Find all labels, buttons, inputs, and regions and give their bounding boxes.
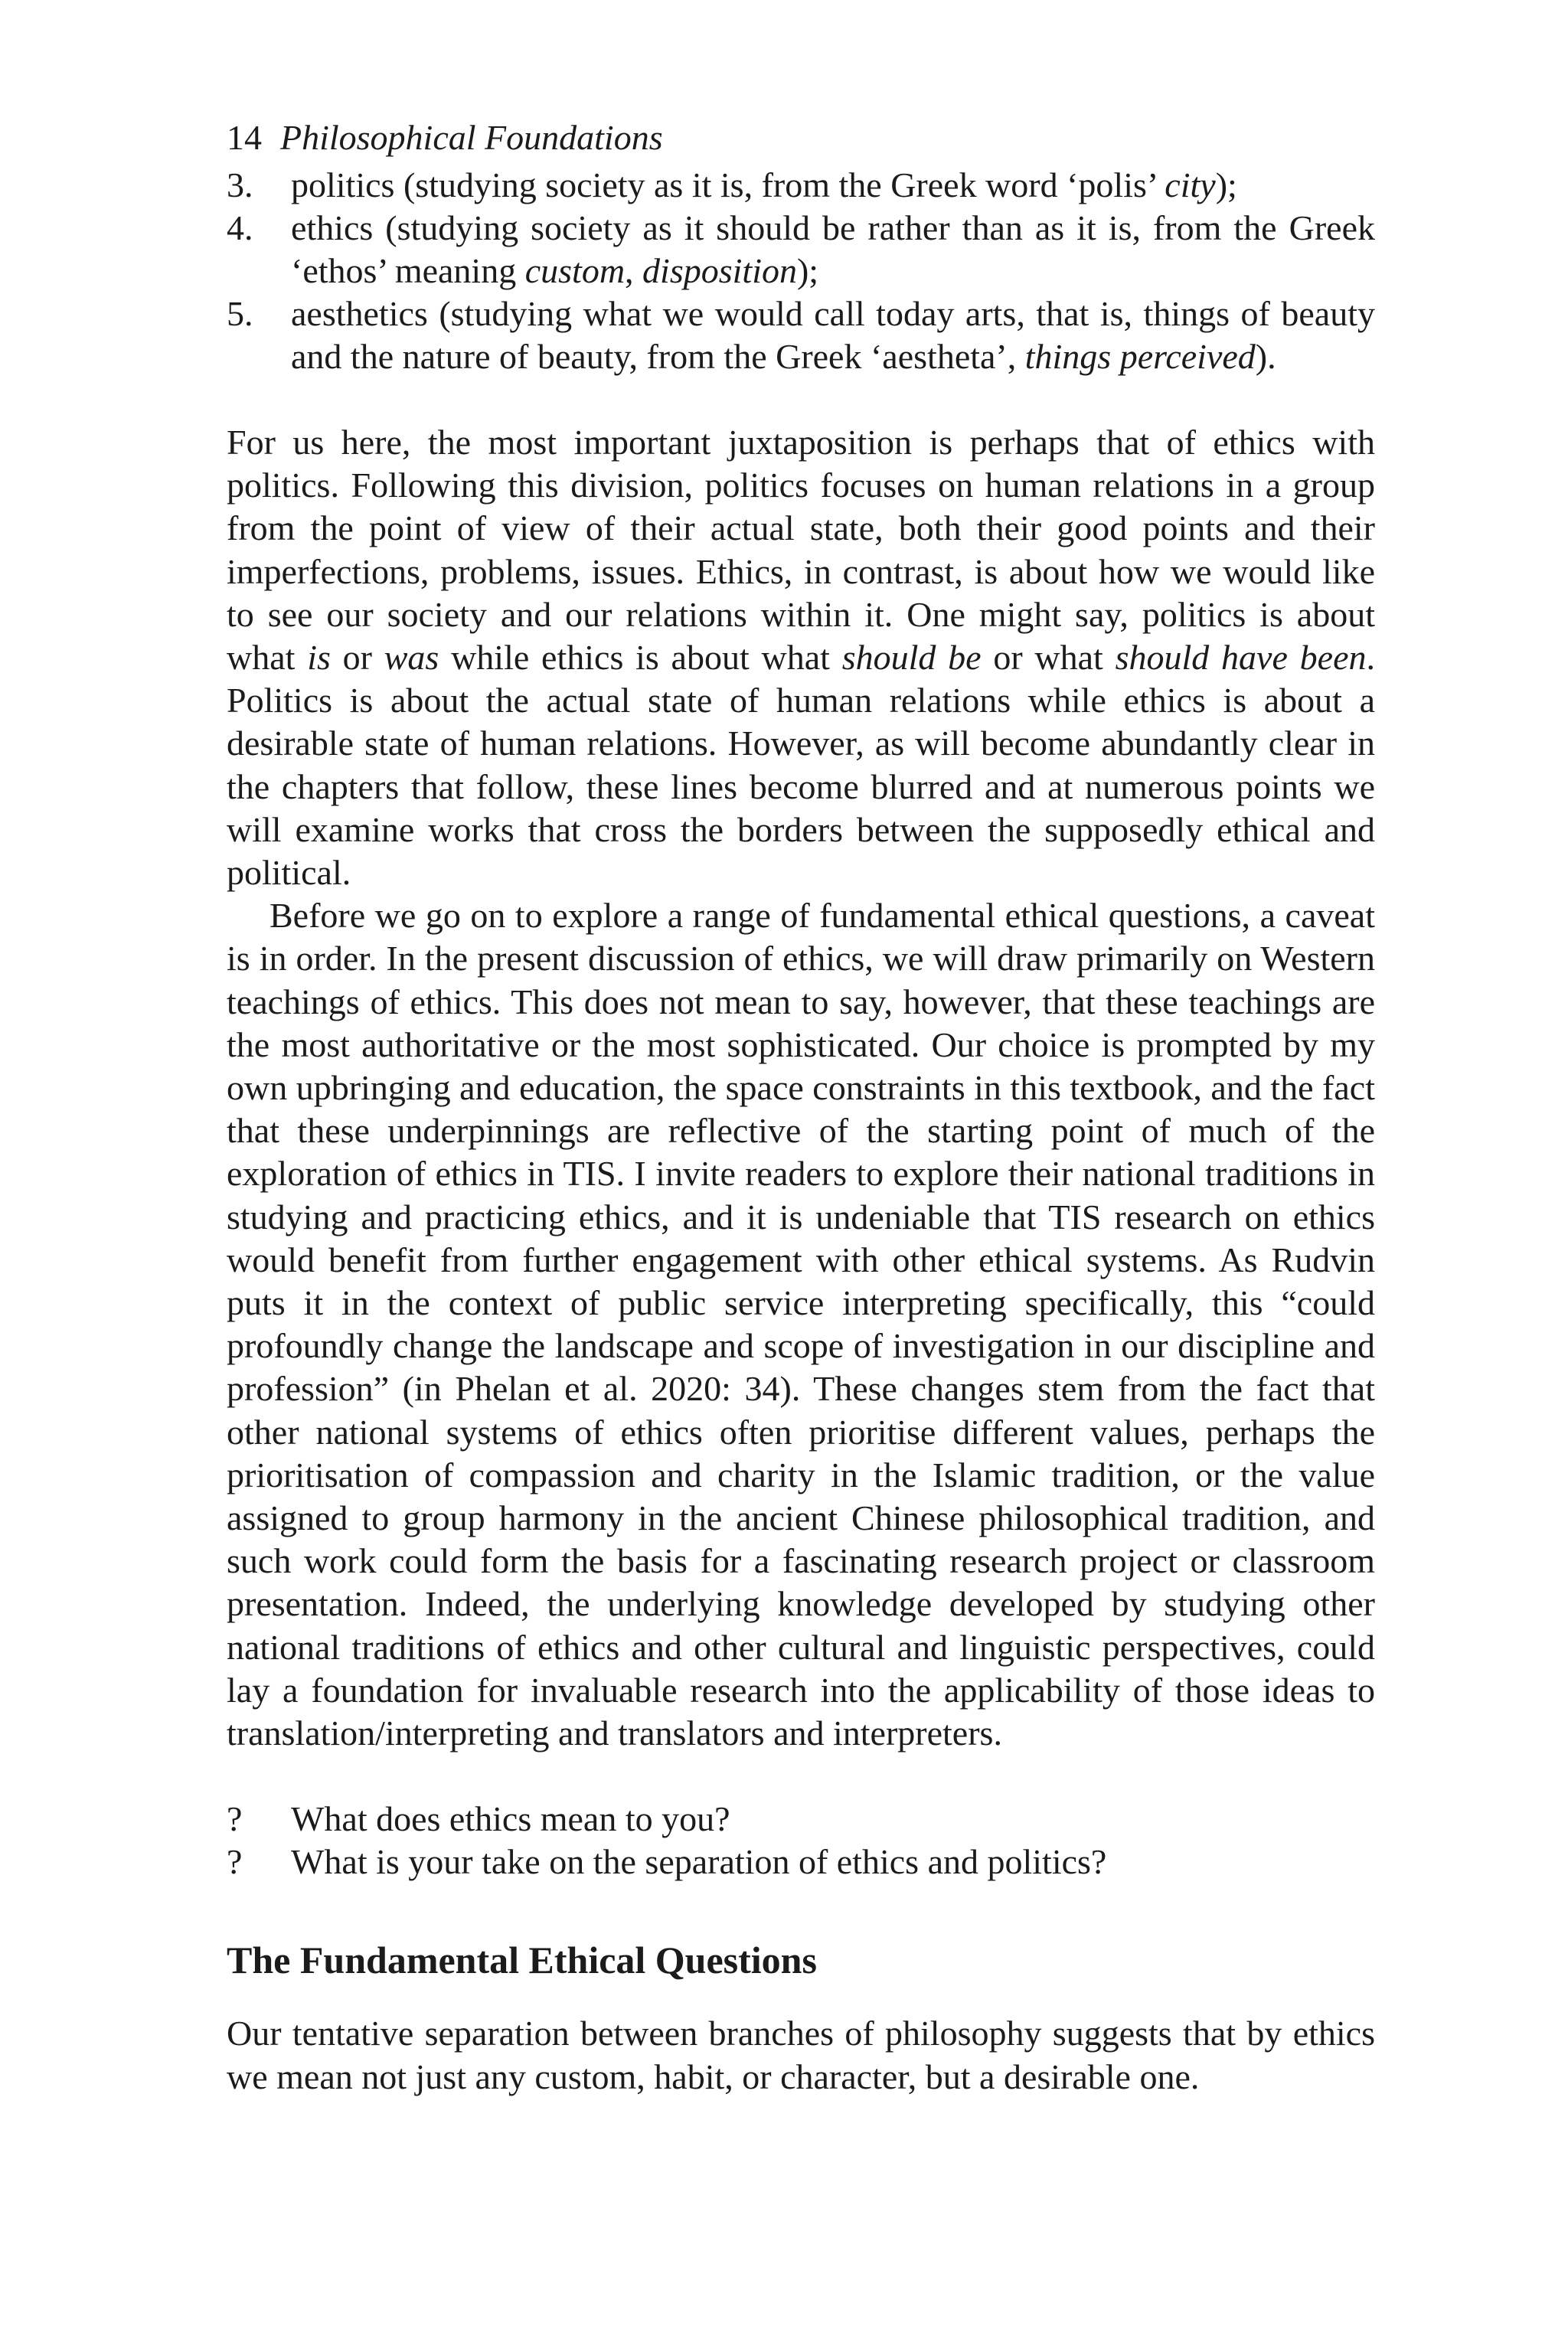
question-marker: ?: [227, 1842, 243, 1882]
list-item-emphasis: city: [1165, 165, 1216, 204]
question-item: [227, 1841, 1375, 1883]
emphasis-should-have-been: should have been: [1115, 638, 1367, 678]
list-item-text: politics (studying society as it is, from the Greek word ‘polis’: [291, 165, 1165, 204]
paragraph-tentative-separation: Our tentative separation between branches of philosophy suggests that by ethics we mean not just any custom, habit, or character, but a desirable one.: [227, 2014, 1375, 2096]
list-item-aesthetics: [227, 292, 1375, 378]
list-item-text: ethics (studying society as it should be rather than as it is, from the Greek ‘ethos’ meaning: [291, 208, 1375, 290]
list-item-text: ,: [625, 251, 643, 290]
emphasis-was: was: [384, 638, 439, 678]
philosophy-branches-list: [227, 164, 1375, 378]
question-text: What is your take on the separation of ethics and politics?: [291, 1842, 1107, 1882]
paragraph-ethics-politics: [227, 421, 1375, 894]
question-marker: ?: [227, 1799, 243, 1839]
list-item-emphasis: things perceived: [1024, 337, 1256, 376]
paragraph-text: while ethics is about what: [439, 638, 842, 678]
list-item-emphasis: custom: [524, 251, 626, 290]
paragraph-text: . Politics is about the actual state of human relations while ethics is about a desirable state of human relations. However, as will become abundantly clear in the chapters that follow, these lines become blurred and at numerous points we will examine works that cross the borders between the supposedly ethical and political.: [227, 638, 1375, 893]
question-item: [227, 1798, 1375, 1841]
list-item-ethics: [227, 207, 1375, 292]
list-item-emphasis: disposition: [642, 251, 797, 290]
reflection-questions: [227, 1798, 1375, 1883]
list-item-text: ).: [1255, 337, 1276, 376]
list-marker: 3.: [227, 165, 253, 204]
emphasis-should-be: should be: [841, 638, 982, 678]
page-number: 14: [227, 118, 262, 157]
running-head: [227, 107, 1375, 168]
list-marker: 5.: [227, 294, 253, 333]
list-item-text: );: [796, 251, 819, 290]
paragraph-text: For us here, the most important juxtaposition is perhaps that of ethics with politics. Following this division, politics focuses on human relations in a group from the point of view of their actual state, both their good points and their imperfections, problems, issues. Ethics, in contrast, is about how we would like to see our society and our relations within it. One might say, politics is about what: [227, 423, 1375, 678]
question-text: What does ethics mean to you?: [291, 1799, 730, 1839]
emphasis-is: is: [307, 638, 331, 678]
list-item-politics: [227, 164, 1375, 207]
list-item-text: );: [1215, 165, 1237, 204]
book-page: [227, 107, 1375, 2099]
paragraph-caveat: Before we go on to explore a range of fundamental ethical questions, a caveat is in order. In the present discussion of ethics, we will draw primarily on Western teachings of ethics. This does not mean to say, however, that these teachings are the most authoritative or the most sophisticated. Our choice is prompted by my own upbringing and education, the space constraints in this textbook, and the fact that these underpinnings are reflective of the starting point of much of the exploration of ethics in TIS. I invite readers to explore their national traditions in studying and practicing ethics, and it is undeniable that TIS research on ethics would benefit from further engagement with other ethical systems. As Rudvin puts it in the context of public service interpreting specifically, this “could profoundly change the landscape and scope of investigation in our discipline and profession” (in Phelan et al. 2020: 34). These changes stem from the fact that other national systems of ethics often prioritise different values, perhaps the prioritisation of compassion and charity in the Islamic tradition, or the value assigned to group harmony in the ancient Chinese philosophical tradition, and such work could form the basis for a fascinating research project or classroom presentation. Indeed, the underlying knowledge developed by studying other national traditions of ethics and other cultural and linguistic perspectives, could lay a foundation for invaluable research into the applicability of those ideas to translation/interpreting and translators and interpreters.: [227, 896, 1375, 1753]
list-marker: 4.: [227, 208, 253, 247]
running-head-title: Philosophical Foundations: [280, 118, 663, 157]
list-item-text: aesthetics (studying what we would call today arts, that is, things of beauty and the nature of beauty, from the Greek ‘aestheta’,: [291, 294, 1375, 376]
paragraph-text: or: [330, 638, 384, 678]
section-heading: The Fundamental Ethical Questions: [227, 1939, 817, 1982]
paragraph-text: or what: [981, 638, 1116, 678]
